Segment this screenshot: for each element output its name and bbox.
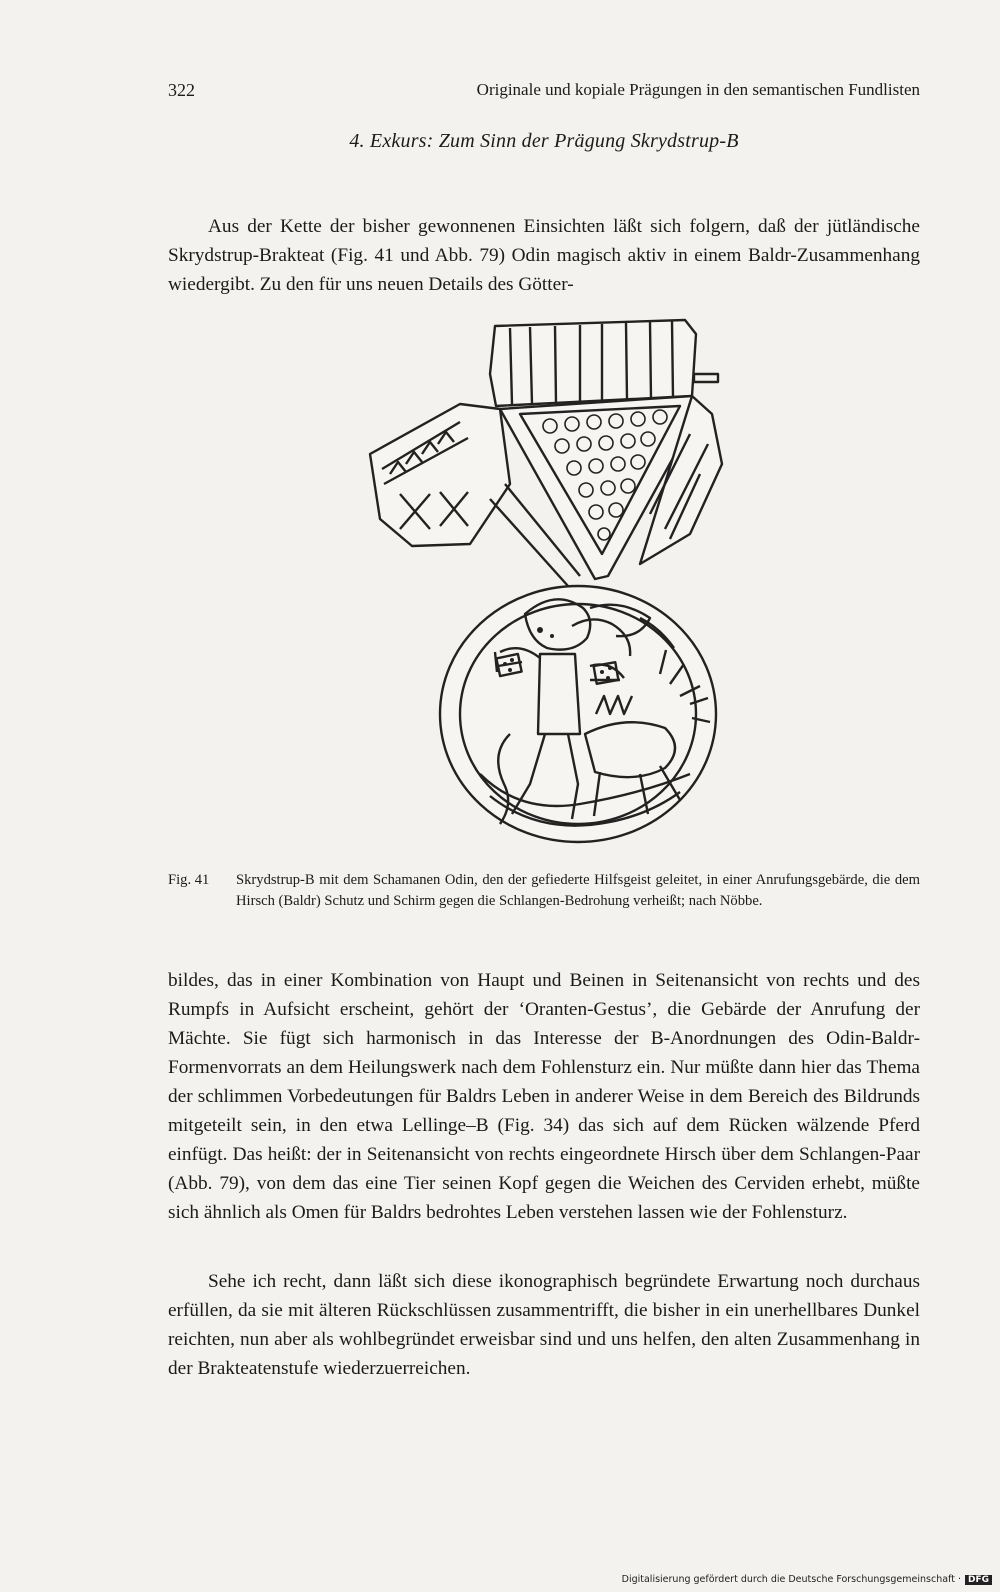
section-title: 4. Exkurs: Zum Sinn der Prägung Skrydstrup-B (349, 130, 739, 152)
bracteate-drawing (340, 314, 730, 848)
credit-text: Digitalisierung gefördert durch die Deutsche Forschungsgemeinschaft · (621, 1574, 961, 1585)
bracteate-illustration (340, 314, 730, 848)
running-head: Originale und kopiale Prägungen in den semantischen Fundlisten (476, 80, 920, 99)
figure-label: Fig. 41 (168, 872, 210, 888)
body-paragraph-3: Sehe ich recht, dann läßt sich diese ikonographisch begründete Erwartung noch durchaus erfüllen, da sie mit älteren Rückschlüssen zusammentrifft, die bisher in ein unerhellbares Dunkel reichten, nun aber als wohlbegründet erweisbar sind und uns helfen, den alten Zusammenhang in der Brakteatenstufe wiederzuerreichen. (168, 1271, 920, 1379)
dfg-logo: DFG (965, 1575, 992, 1585)
body-paragraph-1: Aus der Kette der bisher gewonnenen Einsichten läßt sich folgern, daß der jütländische Skrydstrup-Brakteat (Fig. 41 und Abb. 79) Odin magisch aktiv in einem Baldr-Zusammenhang wiedergibt. Zu den für uns neuen Details des Götter- (168, 216, 920, 295)
figure-caption-text: Skrydstrup-B mit dem Schamanen Odin, den der gefiederte Hilfsgeist geleitet, in einer Anrufungsgebärde, die dem Hirsch (Baldr) Schutz und Schirm gegen die Schlangen-Bedrohung verheißt; nach Nöbbe. (236, 872, 920, 909)
body-paragraph-2: bildes, das in einer Kombination von Haupt und Beinen in Seitenansicht von rechts und des Rumpfs in Aufsicht erscheint, gehört der ‘Oranten-Gestus’, die Gebärde der Anrufung der Mächte. Sie fügt sich harmonisch in das Interesse der B-Anordnungen des Odin-Baldr-Formenvorrats an dem Heilungswerk nach dem Fohlensturz ein. Nur müßte dann hier das Thema der schlimmen Vorbedeutungen für Baldrs Leben in anderer Weise in dem Bereich des Bildrunds mitgeteilt sein, in den etwa Lellinge–B (Fig. 34) das sich auf dem Rücken wälzende Pferd einfügt. Das heißt: der in Seitenansicht von rechts eingeordnete Hirsch über dem Schlangen-Paar (Abb. 79), von dem das eine Tier seinen Kopf gegen die Weichen des Cerviden erhebt, müßte sich ähnlich als Omen für Baldrs bedrohtes Leben verstehen lassen wie der Fohlensturz. (168, 970, 920, 1223)
digitization-credit (622, 1574, 992, 1585)
figure-caption (168, 870, 920, 912)
page-number: 322 (168, 80, 195, 100)
